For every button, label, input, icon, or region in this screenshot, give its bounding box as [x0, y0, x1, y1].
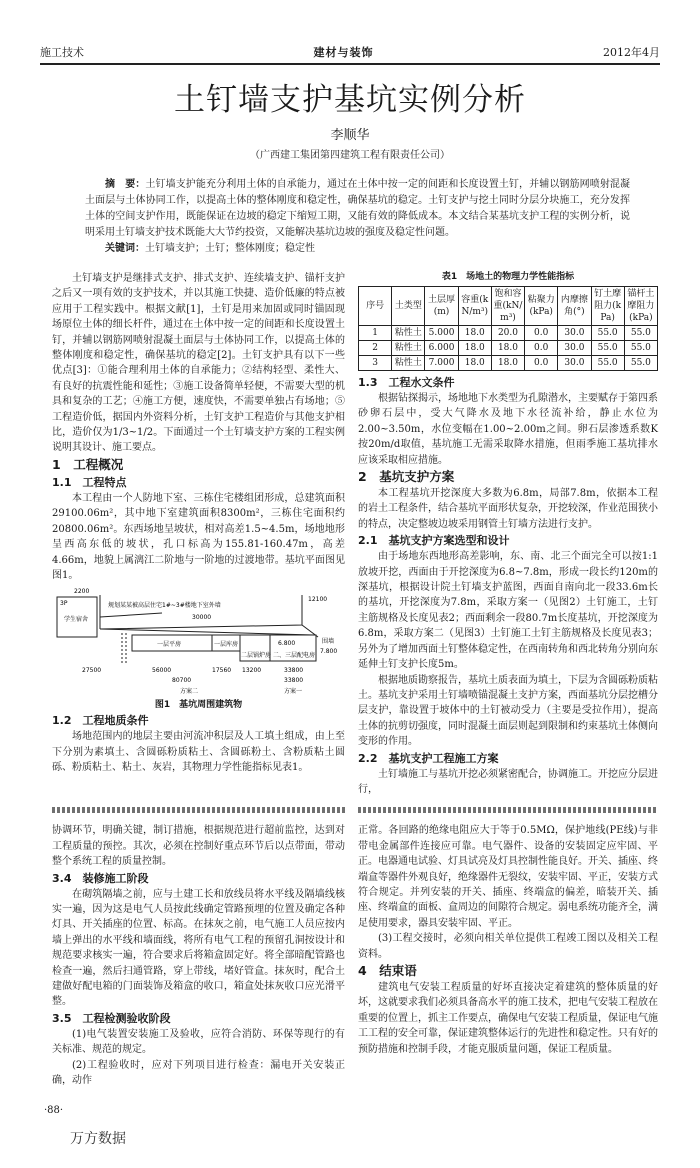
table-cell: 粘性土	[392, 326, 425, 341]
fig-label: 80700	[172, 677, 192, 685]
section-divider	[52, 807, 345, 813]
section-1-3-heading: 1.3 工程水文条件	[358, 376, 455, 389]
watermark: 万方数据	[70, 1131, 126, 1148]
table-cell: 7.000	[425, 356, 458, 371]
fig-label: 56000	[152, 667, 172, 675]
figure-1-caption: 图1 基坑周围建筑物	[154, 700, 243, 711]
table-1-soil-properties	[358, 286, 658, 371]
continued-paragraph-right: 正常。各回路的绝缘电阻应大于等于0.5MΩ，保护地线(PE线)与非带电金属部件连接应可靠。电气器件、设备的安装固定应牢固、平正。电器通电试验、灯具试亮及灯具控制性能良好。开关、插座、终端盒等器件外观良好，绝缘器件无裂纹，安装牢固、平正，安装方式符合规定。并列安装的开关、插座、终端盒的偏差，暗装开关、插座、终端盒的面板、盒周边的间隙符合规定。弱电系统功能齐全，满足使用要求，器具安装牢固、平正。	[358, 825, 658, 929]
section-1-1-text: 本工程由一个人防地下室、三栋住宅楼组团形成，总建筑面积29100.06m²，其中地下室建筑面积8300m²，三栋住宅面积约20800.06m²。东西场地呈坡状，相对高差1.5~4.5m，场地地形呈西高东低的坡状，孔口标高为155.81-160.47m，高差4.66m，地貌上属漓江二阶地与一阶地的过渡地带。基坑平面图见图1。	[52, 492, 345, 581]
table-header-cell: 土层厚(m)	[425, 287, 458, 326]
fig-label: 一层平房	[157, 641, 182, 649]
fig-label: 规划某某被高层住宅1#~3#楼地下室外墙	[108, 602, 221, 610]
table-cell: 3	[359, 356, 392, 371]
intro-paragraph: 土钉墙支护是继排式支护、排式支护、连续墙支护、锚杆支护之后又一项有效的支护技术，并以其施工快捷、造价低廉的特点被应用于工程实践中。根据文献[1]，土钉是用来加固或同时锚固现场原位土体的细长杆件，通过在土体中按一定的间距和长度设置土钉，并辅以钢筋网喷射混凝土面层与土体协同工作，以提高土体的整体刚度和稳定性，确保基坑的稳定[2]。土钉支护具有以下一些优点[3]：①能合理利用土体的自承能力；②结构轻型、柔性大、有良好的抗震性能和延性；③施工设备简单轻便，不需要大型的机具和复杂的工艺；④施工方便，速度快，不需要单独占有场地；⑤工程造价低，据国内外资料分析，土钉支护工程造价与其他支护相比，造价仅为1/3~1/2。下面通过一个土钉墙支护方案的工程实例说明其设计、施工要点。	[52, 273, 345, 454]
fig-label: 33800	[284, 677, 304, 685]
abstract	[85, 177, 630, 257]
section-2-2-text: 土钉墙施工与基坑开挖必须紧密配合，协调施工。开挖应分层进行，	[358, 768, 658, 795]
table-cell: 5.000	[425, 326, 458, 341]
table-cell: 20.0	[491, 326, 524, 341]
section-2-heading: 2 基坑支护方案	[358, 469, 455, 485]
table-cell: 55.0	[624, 326, 657, 341]
left-column-top	[52, 271, 345, 797]
conclusion-text: 建筑电气安装工程质量的好坏直接决定着建筑的整体质量的好坏，这就要求我们必须具备高水平的施工技术，把电气安装工程放在重要的位置上，抓主工作要点，确保电气安装工程质量，保证电气施工工程的安全可靠，保证建筑整体运行的先进性和稳定性。只有好的预防措施和控制手段，才能克服质量问题，保证工程质量。	[358, 982, 658, 1055]
section-2-1-heading: 2.1 基坑支护方案选型和设计	[358, 534, 510, 548]
table-cell: 0.0	[525, 341, 558, 356]
header-rule	[40, 63, 660, 65]
table-row	[359, 326, 658, 341]
section-4-heading: 4 结束语	[358, 963, 417, 978]
table-cell: 2	[359, 341, 392, 356]
section-3-4-heading: 3.4 装修施工阶段	[52, 871, 149, 885]
table-cell: 18.0	[491, 341, 524, 356]
excavation-line	[100, 629, 314, 635]
fig-label: 方案二	[180, 688, 199, 696]
table-header-cell: 钉土摩阻力(kPa)	[591, 287, 624, 326]
fig-label: 30000	[192, 614, 212, 622]
table-row	[359, 356, 658, 371]
table-cell: 18.0	[458, 341, 491, 356]
table-header-cell: 锚杆土摩阻力(kPa)	[624, 287, 657, 326]
affiliation: （广西建工集团第四建筑工程有限责任公司）	[250, 150, 450, 161]
section-3-5-heading: 3.5 工程检测验收阶段	[52, 1011, 171, 1025]
table-cell: 6.000	[425, 341, 458, 356]
table-cell: 30.0	[558, 326, 591, 341]
basement-wall-line	[100, 595, 302, 629]
author: 李顺华	[330, 128, 370, 143]
table-1-caption: 表1 场地土的物理力学性能指标	[441, 272, 575, 282]
table-cell: 粘性土	[392, 356, 425, 371]
section-1-2-text: 场地范围内的地层主要由河流冲积层及人工填土组成，由上至下分别为素填土、含圆砾粉质粘土、含圆砾粉土、含粉质粘土圆砾、粉质粘土、粘土、灰岩，其物理力学性能指标见表1。	[52, 731, 345, 774]
table-cell: 55.0	[591, 341, 624, 356]
table-cell: 55.0	[624, 356, 657, 371]
section-1-heading: 1 工程概况	[52, 456, 124, 472]
table-cell: 55.0	[591, 356, 624, 371]
table-header-cell: 饱和容重(kN/m³)	[491, 287, 524, 326]
right-column-top	[358, 271, 658, 797]
page-number: ·88·	[44, 1105, 64, 1117]
running-header	[40, 44, 660, 60]
fig-label: 33800	[284, 667, 304, 675]
abstract-label: 摘 要：	[105, 179, 146, 190]
fig-label: 27500	[82, 667, 102, 675]
upper-columns	[52, 271, 660, 797]
table-header-cell: 粘聚力(kPa)	[525, 287, 558, 326]
section-1-2-heading: 1.2 工程地质条件	[52, 714, 149, 728]
table-cell: 30.0	[558, 356, 591, 371]
table-cell: 0.0	[525, 356, 558, 371]
right-column-bottom	[358, 823, 658, 1088]
fig-label: 2200	[74, 588, 90, 596]
header-section: 施工技术	[40, 46, 84, 59]
section-3-4-text: 在砌筑隔墙之前，应与土建工长和放线员将水平线及隔墙线核实一遍，因为这是电气人员按此线确定管路预埋的位置及确定各种灯具、开关插座的位置、标高。在抹灰之前，电气施工人员应按内墙上弹出的水平线和墙面线，将所有电气工程的预留孔洞按设计和规范要求核实一遍，符合要求后将箱盒固定好。将全部暗配管路也检查一遍，然后扫通管路，穿上带线，堵好管盒。抹灰时，配合土建做好配电箱的门面装饰及箱盒的收口，箱盒处抹灰收口应光滑平整。	[52, 888, 345, 1008]
lower-columns	[52, 823, 660, 1088]
header-journal: 建材与装饰	[313, 46, 374, 59]
fig-label: 17560	[212, 667, 232, 675]
section-2-1-text-2: 根据地质勘察报告，基坑土质表面为填土，下层为含圆砾粉质粘土。基坑支护采用土钉墙喷锚混凝土支护方案，西面基坑分层挖槽分层支护，靠设置于坡体中的土钉被动受力（主要是受拉作用），提高土体的抗剪切强度，同时混凝土面层则起到限制和约束基坑土体侧向变形的作用。	[358, 674, 658, 748]
section-1-3-text: 根据钻探揭示，场地地下水类型为孔隙潜水，主要赋存于第四系砂卵石层中，受大气降水及地下水径流补给，静止水位为2.00~3.50m，水位变幅在1.00~2.00m之间。卵石层渗透系数K按20m/d取值，基坑施工无需采取降水措施，但雨季施工基坑排水应该采取相应措施。	[358, 393, 658, 466]
left-column-bottom	[52, 823, 345, 1088]
continued-paragraph: 协调环节，明确关键，制订措施，根据规范进行超前监控，达到对工程质量的预控。其次，必须在控制好重点环节后以点带面，带动整个系统工程的质量控制。	[52, 825, 345, 868]
fig-label: 6.800	[278, 640, 296, 648]
fig-label: 3P	[60, 600, 68, 608]
fig-label: 一层库房	[214, 641, 239, 649]
header-date: 2012年4月	[603, 46, 660, 59]
table-cell: 0.0	[525, 326, 558, 341]
table-cell: 30.0	[558, 341, 591, 356]
table-header-cell: 容重(kN/m³)	[458, 287, 491, 326]
abstract-text: 土钉墙支护能充分利用土体的自承能力，通过在土体中按一定的间距和长度设置土钉，并辅以钢筋网喷射混凝土面层与土体协同工作，以提高土体的整体刚度和稳定性，确保基坑的稳定。土钉支护与挖土同时分层分块施工，充分发挥土体的空间支护作用，既能保证在边坡的稳定下缩短工期，又能有效的降低成本。本文结合某基坑支护工程的实例分析，说明采用土钉墙支护技术既能大大节约投资，又能解决基坑边坡的强度及稳定性问题。	[85, 179, 631, 238]
section-2-2-heading: 2.2 基坑支护工程施工方案	[358, 751, 499, 765]
fig-label: 学生宿舍	[64, 616, 89, 624]
table-header-cell: 土类型	[392, 287, 425, 326]
fig-label: 二层锅炉房	[241, 652, 272, 660]
table-cell: 1	[359, 326, 392, 341]
section-3-5-item-1: (1)电气装置安装施工及验收，应符合消防、环保等现行的有关标准、规范的规定。	[52, 1028, 345, 1056]
table-cell: 粘性土	[392, 341, 425, 356]
keywords-label: 关键词：	[105, 243, 145, 254]
table-cell: 18.0	[458, 356, 491, 371]
fig-label: 12100	[308, 596, 328, 604]
keywords: 土钉墙支护；土钉；整体刚度；稳定性	[145, 243, 315, 254]
section-dividers	[52, 807, 660, 813]
fig-label: 二、三层配电房	[273, 652, 316, 660]
fig-label: 围墙	[322, 638, 335, 646]
table-cell: 55.0	[591, 326, 624, 341]
table-cell: 18.0	[458, 326, 491, 341]
table-cell: 18.0	[491, 356, 524, 371]
article-title: 土钉墙支护基坑实例分析	[174, 82, 526, 118]
table-row	[359, 341, 658, 356]
section-3-5-item-3: (3)工程交接时，必须向相关单位提供工程竣工图以及相关工程资料。	[358, 933, 658, 960]
fig-label: 13200	[242, 667, 262, 675]
section-divider-right	[358, 807, 658, 813]
fig-label: 7.800	[320, 648, 338, 656]
section-2-text: 本工程基坑开挖深度大多数为6.8m，局部7.8m，依据本工程的岩土工程条件，结合基坑平面形状复杂，开挖较深，作业范围狭小的特点，决定整坡边坡采用钢管土钉墙方法进行支护。	[358, 488, 658, 530]
figure-1-site-plan	[52, 587, 345, 699]
table-header-cell: 内摩擦角(°)	[558, 287, 591, 326]
table-cell: 55.0	[624, 341, 657, 356]
section-1-1-heading: 1.1 工程特点	[52, 475, 127, 489]
fig-label: 方案一	[284, 688, 303, 696]
section-2-1-text-1: 由于场地东西地形高差影响，东、南、北三个面完全可以按1:1放坡开挖，西面由于开挖深度为6.8~7.8m，形成一段长约120m的深基坑，根据设计院土钉墙支护蓝图，西面自南向北一段33.6m长的基坑，开挖深度为7.8m，采取方案一（见图2）土钉施工，土钉主筋规格及长度见表2；西面剩余一段80.7m长度基坑，开挖深度为6.8m，采取方案二（见图3）土钉施工土钉主筋规格及长度见表3；另外为了增加西面土钉整体稳定性，在西南转角和西北转角分别向东延伸土钉支护长度5m。	[358, 551, 658, 671]
table-header-cell: 序号	[359, 287, 392, 326]
section-3-5-item-2: (2)工程验收时，应对下列项目进行检查：漏电开关安装正确，动作	[52, 1059, 345, 1087]
